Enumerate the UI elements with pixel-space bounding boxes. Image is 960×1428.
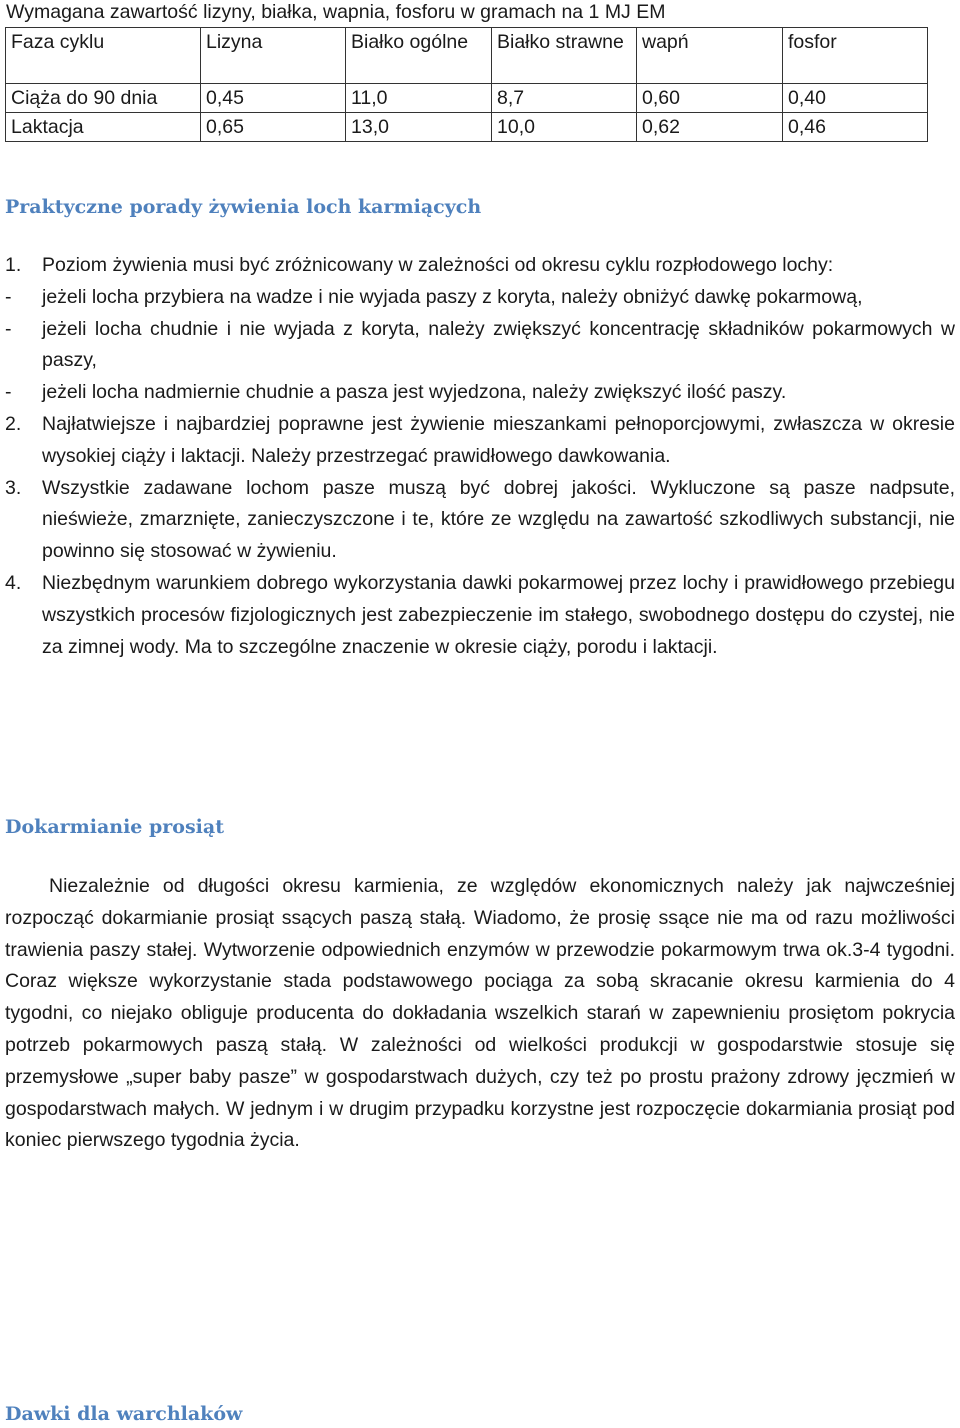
list-item bbox=[5, 473, 955, 568]
table-row bbox=[6, 113, 928, 142]
table-cell: 11,0 bbox=[346, 84, 492, 113]
list-marker: - bbox=[5, 381, 12, 404]
list-item-text: jeżeli locha chudnie i nie wyjada z koryta, należy zwiększyć koncentrację składników pokarmowych w paszy, bbox=[42, 317, 955, 372]
table-header-row bbox=[6, 28, 928, 84]
table-header-cell: wapń bbox=[637, 28, 783, 84]
table-header-cell: fosfor bbox=[783, 28, 928, 84]
table-row bbox=[6, 84, 928, 113]
list-item-text: Poziom żywienia musi być zróżnicowany w zależności od okresu cyklu rozpłodowego lochy: bbox=[42, 254, 834, 276]
table-cell: Laktacja bbox=[6, 113, 201, 142]
list-item bbox=[5, 314, 955, 378]
section-heading-nursing-sows: Praktyczne porady żywienia loch karmiących bbox=[5, 196, 482, 218]
table-header-cell: Białko ogólne bbox=[346, 28, 492, 84]
list-item-text: jeżeli locha nadmiernie chudnie a pasza jest wyjedzona, należy zwiększyć ilość paszy. bbox=[42, 381, 787, 404]
nutrient-requirements-table bbox=[5, 27, 928, 142]
list-item-text: jeżeli locha przybiera na wadze i nie wyjada paszy z koryta, należy obniżyć dawkę pokarmową, bbox=[42, 285, 863, 308]
list-item bbox=[5, 250, 955, 282]
piglet-feeding-paragraph: Niezależnie od długości okresu karmienia, ze względów ekonomicznych należy jak najwcześniej rozpocząć dokarmianie prosiąt ssących paszą stałą. Wiadomo, że prosię ssące nie ma od razu możliwości trawienia paszy stałej. Wytworzenie odpowiednich enzymów w przewodzie pokarmowym trwa ok.3-4 tygodni. Coraz większe wykorzystanie stada podstawowego pociąga za sobą skracanie okresu karmienia do 4 tygodni, co niejako obliguje producenta do dokładania wszelkich starań w zapewnieniu prosiętom pokrycia potrzeb pokarmowych paszą stałą. W zależności od wielkości produkcji w gospodarstwie stosuje się przemysłowe „super baby pasze” w gospodarstwach dużych, czy też po prostu prażony zdrowy jęczmień w gospodarstwach małych. W jednym i w drugim przypadku korzystne jest rozpoczęcie dokarmiania prosiąt pod koniec pierwszego tygodnia życia. bbox=[5, 875, 955, 1152]
list-item-text: Wszystkie zadawane lochom pasze muszą być dobrej jakości. Wykluczone są pasze nadpsute, nieświeże, zmarznięte, zanieczyszczone i te, które ze względu na zawartość szkodliwych substancji, nie powinno się stosować w żywieniu. bbox=[42, 476, 955, 563]
table-cell: 10,0 bbox=[492, 113, 637, 142]
table-header-cell: Faza cyklu bbox=[6, 28, 201, 84]
table-cell: Ciąża do 90 dnia bbox=[6, 84, 201, 113]
table-cell: 8,7 bbox=[492, 84, 637, 113]
table-header-cell: Białko strawne bbox=[492, 28, 637, 84]
list-item-text: Najłatwiejsze i najbardziej poprawne jest żywienie mieszankami pełnoporcjowymi, zwłaszcza w okresie wysokiej ciąży i laktacji. Należy przestrzegać prawidłowego dawkowania. bbox=[42, 412, 955, 467]
table-cell: 0,45 bbox=[201, 84, 346, 113]
list-item bbox=[5, 409, 955, 473]
table-cell: 0,60 bbox=[637, 84, 783, 113]
table-cell: 0,65 bbox=[201, 113, 346, 142]
list-marker: - bbox=[5, 285, 12, 308]
nursing-sows-list bbox=[5, 250, 955, 663]
section-heading-piglet-feeding: Dokarmianie prosiąt bbox=[5, 816, 224, 838]
list-marker: 1. bbox=[5, 254, 22, 276]
list-marker: 3. bbox=[5, 476, 22, 499]
section-heading-weaner-rations: Dawki dla warchlaków bbox=[5, 1403, 243, 1425]
list-item bbox=[5, 568, 955, 663]
list-marker: 2. bbox=[5, 412, 22, 435]
list-item bbox=[5, 377, 955, 409]
table-cell: 0,46 bbox=[783, 113, 928, 142]
table-cell: 0,40 bbox=[783, 84, 928, 113]
table-header-cell: Lizyna bbox=[201, 28, 346, 84]
list-item bbox=[5, 282, 955, 314]
table-cell: 0,62 bbox=[637, 113, 783, 142]
list-marker: - bbox=[5, 317, 12, 340]
table-cell: 13,0 bbox=[346, 113, 492, 142]
list-marker: 4. bbox=[5, 571, 22, 594]
table-caption: Wymagana zawartość lizyny, białka, wapnia, fosforu w gramach na 1 MJ EM bbox=[6, 1, 666, 23]
list-item-text: Niezbędnym warunkiem dobrego wykorzystania dawki pokarmowej przez lochy i prawidłowego przebiegu wszystkich procesów fizjologicznych jest zabezpieczenie im stałego, swobodnego dostępu do czystej, nie za zimnej wody. Ma to szczególne znaczenie w okresie ciąży, porodu i laktacji. bbox=[42, 571, 955, 658]
